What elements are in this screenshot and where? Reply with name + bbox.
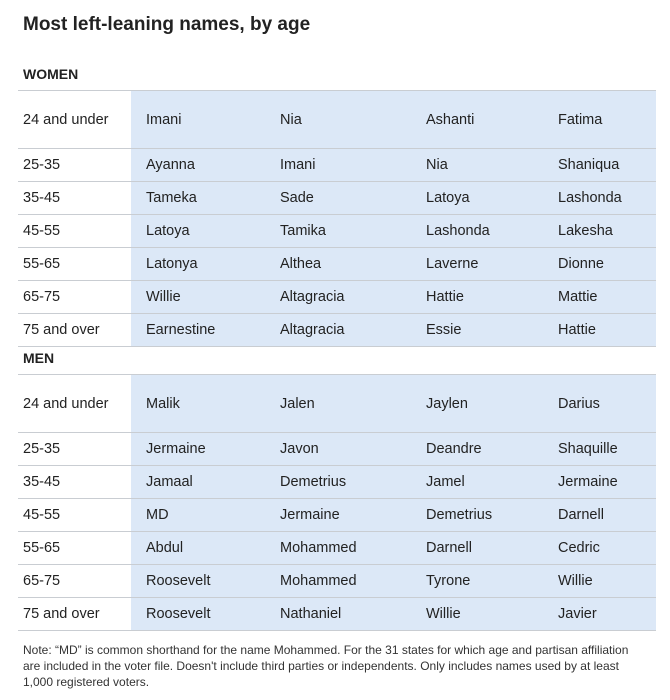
name-cell: Demetrius xyxy=(265,466,411,499)
age-group-label: 45-55 xyxy=(18,499,131,532)
name-cell: Roosevelt xyxy=(131,565,265,598)
name-cell: Lashonda xyxy=(543,182,656,215)
table-row xyxy=(18,182,656,215)
table-row xyxy=(18,149,656,182)
table-row xyxy=(18,466,656,499)
table-row xyxy=(18,565,656,598)
name-cell: Hattie xyxy=(543,314,656,347)
name-cell: Ashanti xyxy=(411,91,543,149)
name-cell: Latoya xyxy=(411,182,543,215)
name-cell: Jermaine xyxy=(543,466,656,499)
name-cell: Cedric xyxy=(543,532,656,565)
name-cell: Latoya xyxy=(131,215,265,248)
name-cell: Darnell xyxy=(543,499,656,532)
name-cell: Tamika xyxy=(265,215,411,248)
name-cell: Dionne xyxy=(543,248,656,281)
age-group-label: 24 and under xyxy=(18,375,131,433)
name-cell: Jamel xyxy=(411,466,543,499)
table-row xyxy=(18,499,656,532)
name-cell: Mohammed xyxy=(265,532,411,565)
name-cell: Shaquille xyxy=(543,433,656,466)
name-cell: Nathaniel xyxy=(265,598,411,631)
name-cell: Essie xyxy=(411,314,543,347)
name-cell: Mohammed xyxy=(265,565,411,598)
name-cell: Javier xyxy=(543,598,656,631)
name-cell: Mattie xyxy=(543,281,656,314)
name-cell: Malik xyxy=(131,375,265,433)
table-row xyxy=(18,433,656,466)
name-cell: Jermaine xyxy=(131,433,265,466)
table-row xyxy=(18,532,656,565)
name-cell: Sade xyxy=(265,182,411,215)
table-row xyxy=(18,91,656,149)
name-cell: Demetrius xyxy=(411,499,543,532)
table-row xyxy=(18,314,656,347)
name-cell: Latonya xyxy=(131,248,265,281)
name-cell: Tyrone xyxy=(411,565,543,598)
name-cell: Imani xyxy=(265,149,411,182)
women-names-table xyxy=(18,90,656,347)
name-cell: Fatima xyxy=(543,91,656,149)
section-label-men: MEN xyxy=(23,350,55,366)
age-group-label: 75 and over xyxy=(18,598,131,631)
name-cell: Deandre xyxy=(411,433,543,466)
name-cell: Lakesha xyxy=(543,215,656,248)
name-cell: Tameka xyxy=(131,182,265,215)
name-cell: MD xyxy=(131,499,265,532)
age-group-label: 45-55 xyxy=(18,215,131,248)
table-row xyxy=(18,281,656,314)
name-cell: Earnestine xyxy=(131,314,265,347)
name-cell: Shaniqua xyxy=(543,149,656,182)
name-cell: Darnell xyxy=(411,532,543,565)
name-cell: Abdul xyxy=(131,532,265,565)
name-cell: Javon xyxy=(265,433,411,466)
name-cell: Nia xyxy=(411,149,543,182)
age-group-label: 24 and under xyxy=(18,91,131,149)
table-row xyxy=(18,248,656,281)
name-cell: Althea xyxy=(265,248,411,281)
men-names-table xyxy=(18,374,656,631)
name-cell: Willie xyxy=(543,565,656,598)
age-group-label: 35-45 xyxy=(18,182,131,215)
name-cell: Nia xyxy=(265,91,411,149)
name-cell: Darius xyxy=(543,375,656,433)
name-cell: Laverne xyxy=(411,248,543,281)
table-row xyxy=(18,215,656,248)
name-cell: Jaylen xyxy=(411,375,543,433)
age-group-label: 65-75 xyxy=(18,565,131,598)
name-cell: Roosevelt xyxy=(131,598,265,631)
name-cell: Willie xyxy=(131,281,265,314)
name-cell: Imani xyxy=(131,91,265,149)
section-label-women: WOMEN xyxy=(23,66,79,82)
name-cell: Altagracia xyxy=(265,314,411,347)
name-cell: Hattie xyxy=(411,281,543,314)
age-group-label: 55-65 xyxy=(18,532,131,565)
name-cell: Jamaal xyxy=(131,466,265,499)
page-title: Most left-leaning names, by age xyxy=(23,14,311,35)
age-group-label: 25-35 xyxy=(18,149,131,182)
name-cell: Jalen xyxy=(265,375,411,433)
age-group-label: 75 and over xyxy=(18,314,131,347)
name-cell: Altagracia xyxy=(265,281,411,314)
name-cell: Ayanna xyxy=(131,149,265,182)
age-group-label: 65-75 xyxy=(18,281,131,314)
women-table-body xyxy=(18,91,656,347)
table-row xyxy=(18,375,656,433)
men-table-body xyxy=(18,375,656,631)
age-group-label: 35-45 xyxy=(18,466,131,499)
age-group-label: 55-65 xyxy=(18,248,131,281)
footnote: Note: “MD” is common shorthand for the name Mohammed. For the 31 states for which age and partisan affiliation are included in the voter file. Doesn't include third parties or independents. Only includes names used by at least 1,000 registered voters. xyxy=(23,643,629,689)
name-cell: Willie xyxy=(411,598,543,631)
name-cell: Lashonda xyxy=(411,215,543,248)
age-group-label: 25-35 xyxy=(18,433,131,466)
table-row xyxy=(18,598,656,631)
name-cell: Jermaine xyxy=(265,499,411,532)
